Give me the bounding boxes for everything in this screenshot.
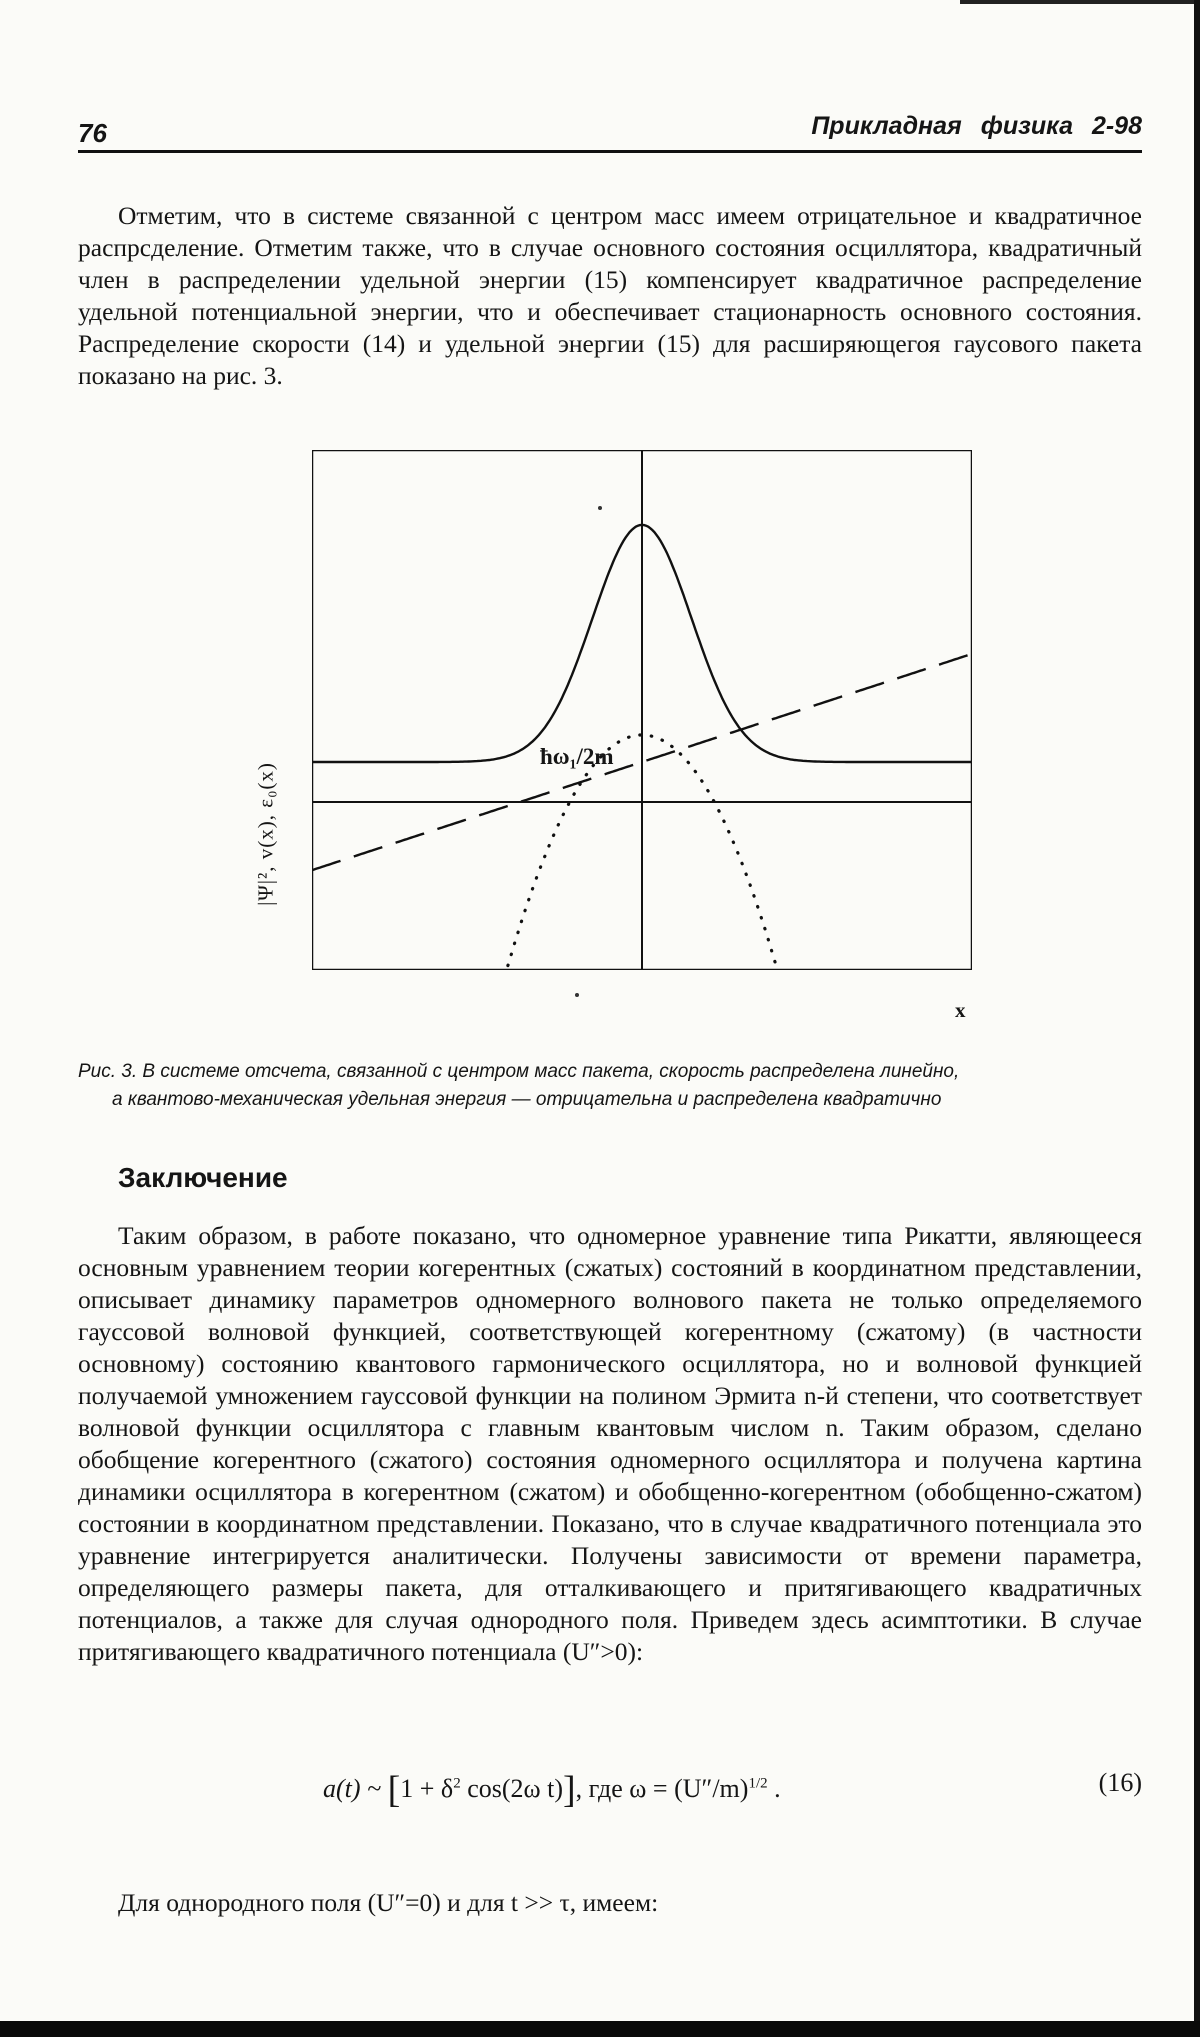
x-axis-label: x: [955, 998, 966, 1022]
eq-tail: .: [767, 1774, 781, 1803]
scan-edge-top: [960, 0, 1200, 4]
journal-title: Прикладная физика 2-98: [811, 112, 1142, 140]
running-header: [78, 112, 1142, 152]
caption-line-1: Рис. 3. В системе отсчета, связанной с центром масс пакета, скорость распределена линейно,: [78, 1061, 960, 1082]
paragraph-uniform-field: Для однородного поля (U″=0) и для t >> τ, имеем:: [118, 1888, 659, 1917]
eq-lhs: a(t) ~: [323, 1774, 388, 1803]
eq-inner-a: 1 + δ: [400, 1774, 454, 1803]
equation-body: [323, 1768, 781, 1812]
equation-number: (16): [1098, 1768, 1142, 1797]
header-rule: [78, 150, 1142, 153]
eq-inner-b: cos(2ω t): [460, 1774, 563, 1803]
scan-edge-bottom: [0, 2021, 1200, 2037]
figure-caption: [78, 1058, 1142, 1114]
eq-bracket-open: [: [387, 1769, 401, 1811]
eq-inner-exp: 2: [453, 1775, 461, 1792]
y-axis-label-box: [248, 684, 284, 984]
paragraph-intro: [78, 200, 1142, 392]
eq-where: , где ω = (U″/m): [575, 1774, 749, 1803]
chart-annotation: ħω₁/2m: [540, 744, 614, 769]
chart-plot: [312, 450, 972, 970]
equation-16: [78, 1762, 1142, 1812]
figure-3: [240, 448, 980, 1028]
caption-line-2: а квантово-механическая удельная энергия — отрицательна и распределена квадратично: [112, 1089, 942, 1110]
paragraph-text: Отметим, что в системе связанной с центром масс имеем отрицательное и квадратичное распрсделение. Отметим также, что в случае основного состояния осциллятора, квадратичный член в распределении удельной энергии (15) компенсирует квадратичное распределение удельной потенциальной энергии, что и обеспечивает стационарность основного состояния. Распределение скорости (14) и удельной энергии (15) для расширяющегоя гаусового пакета показано на рис. 3.: [78, 201, 1142, 390]
scan-speck: [575, 993, 579, 997]
eq-bracket-close: ]: [563, 1769, 576, 1811]
section-title: Заключение: [118, 1162, 288, 1193]
y-axis-label: |Ψ|², v(x), ε₀(x): [253, 762, 278, 906]
paragraph-text: Таким образом, в работе показано, что одномерное уравнение типа Рикатти, являющееся основным уравнением теории когерентных (сжатых) состояний в координатном представлении, описывает динамику параметров одномерного волнового пакета не только определяемого гауссовой волновой функцией, соответствующей когерентному (сжатому) (в частности основному) состоянию квантового гармонического осциллятора, но и волновой функцией получаемой умножением гауссовой функции на полином Эрмита n-й степени, что соответствует волновой функции осциллятора с главным квантовым числом n. Таким образом, сделано обобщение когерентного (сжатого) состояния одномерного осциллятора и получена картина динамики осциллятора в когерентном (сжатом) и обобщенно-когерентном (обобщенно-сжатом) состоянии в координатном представлении. Показано, что в случае квадратичного потенциала это уравнение интегрируется аналитически. Получены зависимости от времени параметра, определяющего размеры пакета, для отталкивающего и притягивающего квадратичных потенциалов, а также для случая однородного поля. Приведем здесь асимптотики. В случае притягивающего квадратичного потенциала (U″>0):: [78, 1221, 1142, 1666]
paragraph-conclusion: [78, 1220, 1142, 1668]
page-number: 76: [78, 118, 107, 148]
scan-edge-right: [1194, 0, 1200, 2037]
eq-power: 1/2: [748, 1775, 768, 1792]
scan-speck: [598, 506, 602, 510]
